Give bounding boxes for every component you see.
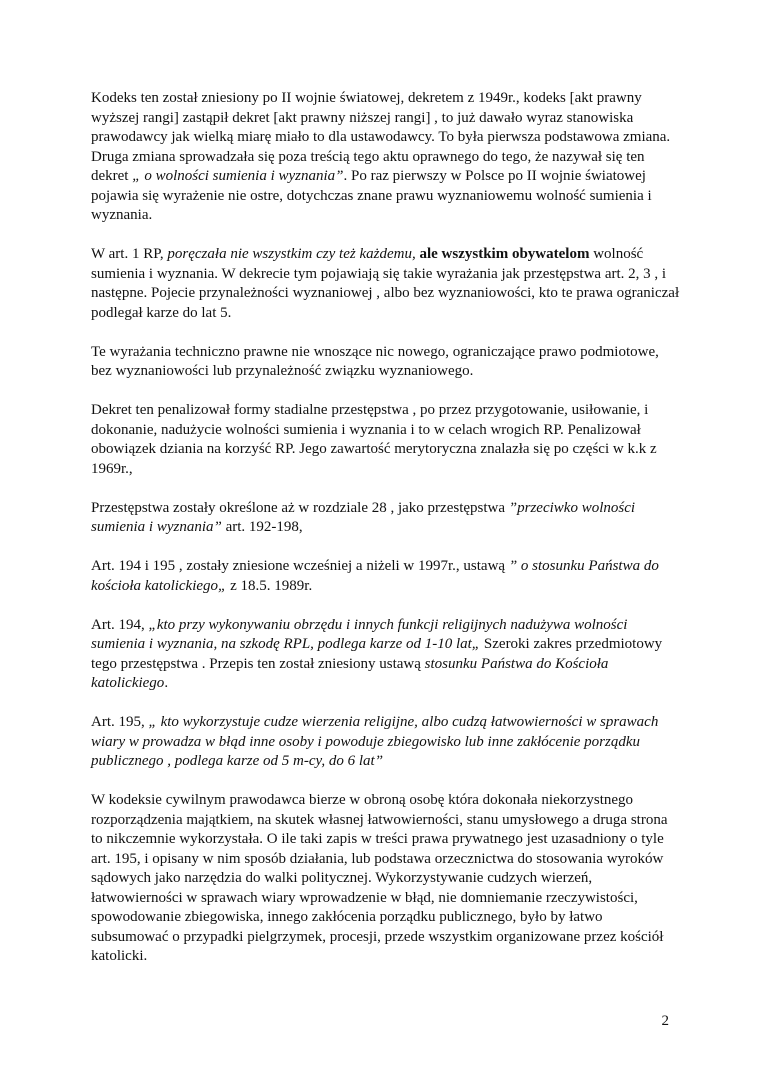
- paragraph-2: [91, 245, 681, 323]
- paragraph-1: [91, 89, 681, 226]
- paragraph-2-bold: ale wszystkim obywatelom: [419, 246, 590, 262]
- paragraph-5: [91, 499, 681, 538]
- paragraph-2-italic: poręczała nie wszystkim czy też każdemu,: [167, 246, 416, 262]
- paragraph-1-text-a: Kodeks ten został zniesiony po II wojnie światowej, dekretem z 1949r., kodeks [akt prawny wyższej rangi] zastąpił dekret [akt prawny niższej rangi] , to już dawało wyraz stanowiska prawodawcy jak wielką miarę miało to dla ustawodawcy. To była pierwsza podstawowa zmiana. Druga zmiana sprowadzała się poza treścią tego aktu oprawnego do tego, że nazywał się ten dekret: [91, 90, 671, 184]
- paragraph-2-text-e: wolność sumienia i wyznania. W dekrecie tym pojawiają się takie wyrażania jak przestępstwa art. 2, 3 , i następne. Pojecie przynależności wyznaniowej , albo bez wyznaniowości, kto te prawa ograniczał podlegał karze do lat 5.: [91, 246, 680, 321]
- paragraph-4: Dekret ten penalizował formy stadialne przestępstwa , po przez przygotowanie, usiłowanie, i dokonanie, nadużycie wolności sumienia i wyznania i to w celach wrogich RP. Penalizował obowiązek dziania na korzyść RP. Jego zawartość merytoryczna znalazła się po części w k.k z 1969r.,: [91, 402, 657, 477]
- document-body: [91, 89, 681, 967]
- paragraph-8: [91, 713, 681, 772]
- paragraph-7-text-c: Szeroki zakres przedmiotowy tego przestępstwa . Przepis ten został zniesiony ustawą: [91, 636, 663, 672]
- paragraph-7-italic-quote: „kto przy wykonywaniu obrzędu i innych funkcji religijnych nadużywa wolności sumienia i wyznania, na szkodę RPL, podlega karze od 1-10 lat„: [91, 616, 628, 652]
- paragraph-6-italic: ” o stosunku Państwa do kościoła katolickiego„: [91, 558, 659, 594]
- paragraph-6-text-c: z 18.5. 1989r.: [226, 577, 313, 594]
- paragraph-3: Te wyrażania techniczno prawne nie wnoszące nic nowego, ograniczające prawo podmiotowe, bez wyznaniowości lub przynależność związku wyznaniowego.: [91, 343, 659, 379]
- paragraph-1-italic-title: „ o wolności sumienia i wyznania”: [132, 168, 344, 184]
- paragraph-1-text-c: . Po raz pierwszy w Polsce po II wojnie światowej pojawia się wyrażenie nie ostre, dotychczas znane prawu wyznaniowemu wolność sumienia i wyznania.: [91, 168, 652, 223]
- paragraph-5-text-a: Przestępstwa zostały określone aż w rozdziale 28 , jako przestępstwa: [91, 499, 509, 516]
- paragraph-9: W kodeksie cywilnym prawodawca bierze w obroną osobę która dokonała niekorzystnego rozporządzenia majątkiem, na skutek własnej łatwowierności, stanu umysłowego a druga strona to nikczemnie wykorzystała. O ile taki zapis w treści prawa prywatnego jest uzasadniony o tyle art. 195, i opisany w nim sposób działania, lub podstawa orzecznictwa do stosowania wyroków sądowych jako narzędzia do walki politycznej. Wykorzystywanie cudzych wierzeń, łatwowierności w sprawach wiary wprowadzenie w błąd, nie domniemanie rzeczywistości, spowodowanie zbiegowiska, innego zakłócenia porządku publicznego, było by łatwo subsumować o przypadki pielgrzymek, procesji, przede wszystkim organizowane przez kościół katolicki.: [91, 792, 668, 964]
- paragraph-7-text-e: .: [164, 675, 169, 691]
- paragraph-8-text-a: Art. 195,: [91, 714, 149, 730]
- paragraph-8-italic-quote: „ kto wykorzystuje cudze wierzenia religijne, albo cudzą łatwowierności w sprawach wiary w prowadza w błąd inne osoby i powoduje zbiegowisko lub inne zakłócenie porządku publicznego , podlega karze od 5 m-cy, do 6 lat”: [91, 714, 659, 769]
- paragraph-7-italic-act: stosunku Państwa do Kościoła katolickiego: [91, 655, 609, 691]
- paragraph-7-text-a: Art. 194,: [91, 616, 149, 633]
- paragraph-6-text-a: Art. 194 i 195 , zostały zniesione wcześniej a niżeli w 1997r., ustawą: [91, 558, 509, 574]
- page-number: 2: [661, 1013, 669, 1029]
- paragraph-7: [91, 616, 681, 694]
- paragraph-5-text-c: art. 192-198,: [221, 519, 303, 535]
- paragraph-2-text-a: W art. 1 RP,: [91, 246, 168, 262]
- paragraph-5-italic: ”przeciwko wolności sumienia i wyznania”: [91, 499, 636, 535]
- paragraph-6: [91, 557, 681, 596]
